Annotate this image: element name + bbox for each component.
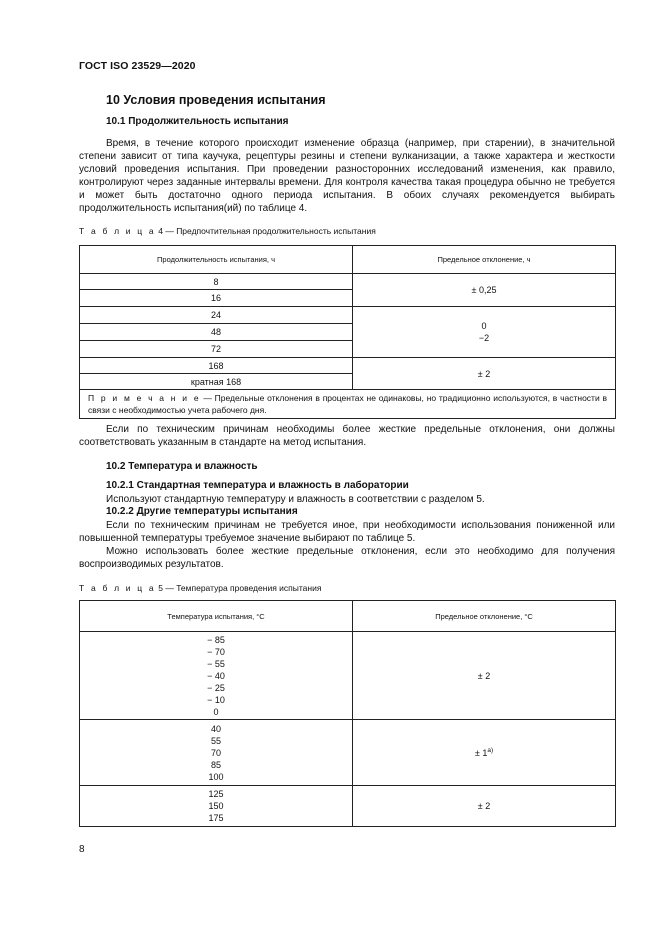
table-row: 100 [208, 771, 224, 782]
deviation-value: ± 1 [474, 748, 488, 758]
table-row: 150 [208, 801, 224, 811]
table-5-deviation-2 [353, 720, 616, 786]
paragraph-text: Время, в течение которого происходит изменение образца (например, при старении), в значительной степени зависит от типа каучука, рецептуры резины и степени вулканизации, а также характера и жесткости условий проведения испытания. При проведении разносторонних исследований изменения, как правило, контролируют через заданные интервалы времени. Для контроля качества такая процедура обычно не требуется и может быть достаточно одного периода испытания. В обоих случаях рекомендуется выбирать продолжительность испытания(ий) по таблице 4. [79, 138, 615, 214]
table-5-caption-text: 5 — Температура проведения испытания [158, 583, 322, 593]
footnote-marker: а) [487, 747, 494, 754]
section-10-2-1-title: 10.2.1 Стандартная температура и влажность в лаборатории [106, 480, 409, 491]
table-row: 24 [80, 307, 353, 324]
paragraph-text: Если по техническим причинам необходимы более жесткие предельные отклонения, они должны соответствовать указанным в стандарте на метод испытания. [79, 424, 615, 448]
table-row: 125 [208, 789, 224, 799]
table-row: 48 [80, 324, 353, 341]
table-row: 0 [213, 706, 219, 717]
table-row: − 10 [207, 694, 225, 705]
section-10-1-title: 10.1 Продолжительность испытания [106, 116, 289, 127]
table-4 [79, 245, 616, 419]
paragraph-text: Используют стандартную температуру и влажность в соответствии с разделом 5. [106, 494, 485, 505]
table-row: − 70 [207, 646, 225, 657]
section-10-2-title: 10.2 Температура и влажность [106, 461, 258, 472]
table-5-caption-prefix: Т а б л и ц а [79, 583, 156, 593]
table-row: − 85 [207, 634, 225, 645]
table-row: 40 [210, 723, 221, 734]
table-4-deviation-2 [353, 307, 616, 358]
after-table-4-paragraph [79, 423, 615, 449]
table-4-header-duration: Продолжительность испытания, ч [80, 246, 353, 274]
table-5-group-2 [80, 720, 353, 786]
section-10-1-paragraph [79, 137, 615, 215]
table-4-note [80, 390, 616, 419]
table-row: 72 [80, 341, 353, 358]
document-code: ГОСТ ISO 23529—2020 [79, 60, 196, 72]
table-row: 16 [80, 290, 353, 307]
table-5-header-deviation: Предельное отклонение, °С [353, 601, 616, 632]
table-row: 8 [80, 274, 353, 290]
table-5-group-3 [80, 786, 353, 827]
section-10-2-2-paragraphs [79, 519, 615, 571]
table-4-caption-prefix: Т а б л и ц а [79, 226, 156, 236]
section-10-2-2-title: 10.2.2 Другие температуры испытания [106, 506, 298, 517]
section-10-2-1-paragraph [79, 493, 615, 506]
table-4-deviation-1: ± 0,25 [353, 274, 616, 307]
table-row: кратная 168 [80, 374, 353, 390]
table-5 [79, 600, 616, 827]
table-row: 70 [210, 747, 221, 758]
table-4-deviation-3: ± 2 [353, 358, 616, 390]
deviation-upper: 0 [481, 321, 487, 331]
note-prefix: П р и м е ч а н и е [88, 393, 201, 403]
table-5-deviation-3: ± 2 [353, 786, 616, 827]
table-row: 168 [80, 358, 353, 374]
page-number: 8 [79, 844, 85, 855]
table-row: 175 [208, 813, 224, 823]
note-text: — Предельные отклонения в процентах не одинаковы, но традиционно используются, в частности в связи с необходимостью учета рабочего дня. [88, 393, 607, 415]
paragraph-text: Можно использовать более жесткие предельные отклонения, если это необходимо для получения воспроизводимых результатов. [79, 546, 615, 570]
table-row: − 25 [207, 682, 225, 693]
section-10-title: 10 Условия проведения испытания [106, 93, 326, 107]
paragraph-text: Если по техническим причинам не требуется иное, при необходимости использования пониженной или повышенной температуры требуемое значение выбирают по таблице 5. [79, 520, 615, 544]
table-5-group-1 [80, 632, 353, 720]
table-4-header-deviation: Предельное отклонение, ч [353, 246, 616, 274]
table-row: − 40 [207, 670, 225, 681]
table-5-header-temperature: Температура испытания, °С [80, 601, 353, 632]
table-4-caption [79, 226, 376, 236]
table-row: 85 [210, 759, 221, 770]
table-5-deviation-1: ± 2 [353, 632, 616, 720]
table-row: 55 [210, 735, 221, 746]
table-4-caption-text: 4 — Предпочтительная продолжительность испытания [158, 226, 376, 236]
table-row: − 55 [207, 658, 225, 669]
table-5-caption [79, 583, 321, 593]
deviation-lower: −2 [478, 333, 490, 343]
